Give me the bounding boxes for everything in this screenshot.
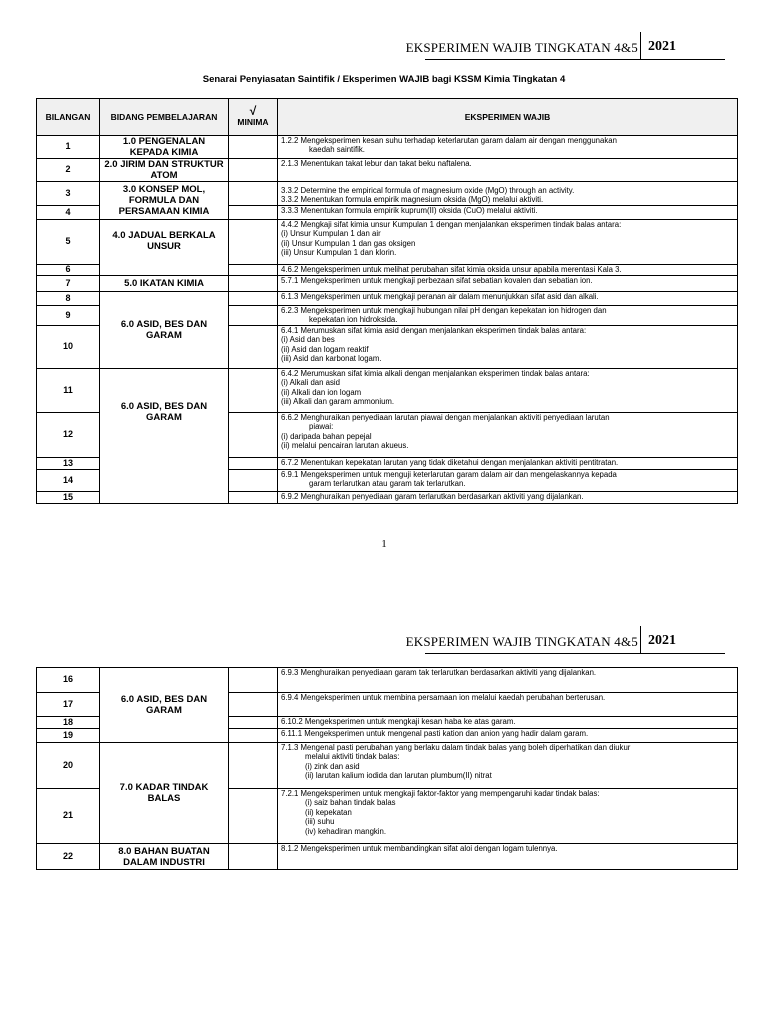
minima-cell	[229, 457, 278, 469]
experiment-cell: 7.1.3 Mengenal pasti perubahan yang berlaku dalam tindak balas yang boleh diperhatikan dan diukur melalui aktiviti tindak balas: (i) zink dan asid (ii) larutan kalium iodida dan larutan plumbum(II) nitrat	[278, 743, 738, 789]
area-cell: 3.0 KONSEP MOL, FORMULA DAN PERSAMAAN KIMIA	[100, 182, 229, 220]
row-number: 1	[37, 136, 100, 159]
row-number: 12	[37, 412, 100, 457]
row-number: 22	[37, 844, 100, 870]
header-year: 2021	[648, 633, 676, 648]
experiment-cell: 8.1.2 Mengeksperimen untuk membandingkan sifat aloi dengan logam tulennya.	[278, 844, 738, 870]
minima-cell	[229, 469, 278, 491]
row-number: 4	[37, 205, 100, 219]
col-bilangan: BILANGAN	[37, 99, 100, 136]
area-cell: 7.0 KADAR TINDAK BALAS	[100, 743, 229, 844]
experiment-cell: 2.1.3 Menentukan takat lebur dan takat beku naftalena.	[278, 159, 738, 182]
experiment-cell: 6.9.2 Menghuraikan penyediaan garam terlarutkan berdasarkan aktiviti yang dijalankan.	[278, 491, 738, 503]
experiment-table-1	[36, 98, 738, 504]
check-mark: √	[249, 104, 257, 118]
row-number: 6	[37, 264, 100, 275]
row-number: 18	[37, 717, 100, 729]
experiment-cell: 6.9.4 Mengeksperimen untuk membina persamaan ion melalui kaedah perubahan berterusan.	[278, 693, 738, 717]
page-header-2	[0, 626, 768, 654]
document-title: Senarai Penyiasatan Saintifik / Eksperimen WAJIB bagi KSSM Kimia Tingkatan 4	[202, 74, 566, 85]
area-cell: 1.0 PENGENALAN KEPADA KIMIA	[100, 136, 229, 159]
header-rule	[425, 653, 725, 654]
row-number: 14	[37, 469, 100, 491]
table-row	[37, 291, 738, 305]
minima-cell	[229, 305, 278, 325]
area-cell: 6.0 ASID, BES DAN GARAM	[100, 368, 229, 503]
row-number: 21	[37, 789, 100, 844]
area-cell: 6.0 ASID, BES DAN GARAM	[100, 668, 229, 743]
minima-cell	[229, 325, 278, 368]
col-minima	[229, 99, 278, 136]
minima-cell	[229, 717, 278, 729]
row-number: 19	[37, 729, 100, 743]
minima-cell	[229, 205, 278, 219]
page-header	[0, 32, 768, 60]
table-row	[37, 275, 738, 291]
minima-cell	[229, 136, 278, 159]
table-row	[37, 368, 738, 412]
row-number: 10	[37, 325, 100, 368]
table-row	[37, 159, 738, 182]
area-cell: 6.0 ASID, BES DAN GARAM	[100, 291, 229, 368]
row-number: 8	[37, 291, 100, 305]
area-cell: 5.0 IKATAN KIMIA	[100, 275, 229, 291]
header-divider	[640, 32, 641, 60]
area-cell: 2.0 JIRIM DAN STRUKTUR ATOM	[100, 159, 229, 182]
table-row	[37, 743, 738, 789]
table-row	[37, 219, 738, 264]
minima-cell	[229, 668, 278, 693]
experiment-cell: 6.6.2 Menghuraikan penyediaan larutan piawai dengan menjalankan aktiviti penyediaan larutan piawai: (i) daripada bahan pepejal (ii) melalui pencairan larutan akueus.	[278, 412, 738, 457]
experiment-cell: 5.7.1 Mengeksperimen untuk mengkaji perbezaan sifat sebatian kovalen dan sebatian ion.	[278, 275, 738, 291]
minima-cell	[229, 182, 278, 206]
table-row	[37, 668, 738, 693]
experiment-cell: 3.3.2 Determine the empirical formula of magnesium oxide (MgO) through an activity. 3.3.2 Menentukan formula empirik magnesium oksida (MgO) melalui aktiviti.	[278, 182, 738, 206]
minima-cell	[229, 844, 278, 870]
experiment-cell: 6.9.3 Menghuraikan penyediaan garam tak terlarutkan berdasarkan aktiviti yang dijalankan.	[278, 668, 738, 693]
col-eksperimen: EKSPERIMEN WAJIB	[278, 99, 738, 136]
table-header-row	[37, 99, 738, 136]
row-number: 15	[37, 491, 100, 503]
table-row	[37, 844, 738, 870]
row-number: 7	[37, 275, 100, 291]
page-number: 1	[381, 538, 387, 550]
row-number: 11	[37, 368, 100, 412]
header-year: 2021	[648, 39, 676, 54]
minima-cell	[229, 219, 278, 264]
minima-cell	[229, 264, 278, 275]
row-number: 20	[37, 743, 100, 789]
experiment-cell: 1.2.2 Mengeksperimen kesan suhu terhadap keterlarutan garam dalam air dengan menggunakan kaedah saintifik.	[278, 136, 738, 159]
experiment-cell: 6.1.3 Mengeksperimen untuk mengkaji peranan air dalam menunjukkan sifat asid dan alkali.	[278, 291, 738, 305]
row-number: 13	[37, 457, 100, 469]
minima-cell	[229, 291, 278, 305]
area-cell: 8.0 BAHAN BUATAN DALAM INDUSTRI	[100, 844, 229, 870]
header-title: EKSPERIMEN WAJIB TINGKATAN 4&5	[405, 40, 638, 55]
minima-cell	[229, 368, 278, 412]
area-cell: 4.0 JADUAL BERKALA UNSUR	[100, 219, 229, 275]
header-title: EKSPERIMEN WAJIB TINGKATAN 4&5	[405, 634, 638, 649]
header-rule	[425, 59, 725, 60]
minima-cell	[229, 275, 278, 291]
row-number: 5	[37, 219, 100, 264]
minima-cell	[229, 743, 278, 789]
experiment-cell: 4.4.2 Mengkaji sifat kimia unsur Kumpulan 1 dengan menjalankan eksperimen tindak balas antara: (i) Unsur Kumpulan 1 dan air (ii) Unsur Kumpulan 1 dan gas oksigen (iii) Unsur Kumpulan 1 dan klorin.	[278, 219, 738, 264]
header-divider	[640, 626, 641, 654]
minima-cell	[229, 729, 278, 743]
row-number: 2	[37, 159, 100, 182]
row-number: 3	[37, 182, 100, 206]
table-row	[37, 136, 738, 159]
row-number: 17	[37, 693, 100, 717]
experiment-cell: 6.4.1 Merumuskan sifat kimia asid dengan menjalankan eksperimen tindak balas antara: (i) Asid dan bes (ii) Asid dan logam reaktif (iii) Asid dan karbonat logam.	[278, 325, 738, 368]
experiment-cell: 7.2.1 Mengeksperimen untuk mengkaji faktor-faktor yang mempengaruhi kadar tindak balas: (i) saiz bahan tindak balas (ii) kepekatan (iii) suhu (iv) kehadiran mangkin.	[278, 789, 738, 844]
row-number: 16	[37, 668, 100, 693]
experiment-cell: 6.4.2 Merumuskan sifat kimia alkali dengan menjalankan eksperimen tindak balas antara: (i) Alkali dan asid (ii) Alkali dan ion logam (iii) Alkali dan garam ammonium.	[278, 368, 738, 412]
experiment-cell: 4.6.2 Mengeksperimen untuk melihat perubahan sifat kimia oksida unsur apabila merentasi Kala 3.	[278, 264, 738, 275]
minima-cell	[229, 789, 278, 844]
experiment-cell: 3.3.3 Menentukan formula empirik kuprum(II) oksida (CuO) melalui aktiviti.	[278, 205, 738, 219]
row-number: 9	[37, 305, 100, 325]
minima-cell	[229, 693, 278, 717]
experiment-cell: 6.2.3 Mengeksperimen untuk mengkaji hubungan nilai pH dengan kepekatan ion hidrogen dan kepekatan ion hidroksida.	[278, 305, 738, 325]
experiment-cell: 6.11.1 Mengeksperimen untuk mengenal pasti kation dan anion yang hadir dalam garam.	[278, 729, 738, 743]
col-minima-label: MINIMA	[237, 117, 269, 127]
minima-cell	[229, 491, 278, 503]
col-bidang: BIDANG PEMBELAJARAN	[100, 99, 229, 136]
table-row	[37, 182, 738, 206]
minima-cell	[229, 412, 278, 457]
minima-cell	[229, 159, 278, 182]
experiment-cell: 6.9.1 Mengeksperimen untuk menguji keterlarutan garam dalam air dan mengelaskannya kepada garam terlarutkan atau garam tak terlarutkan.	[278, 469, 738, 491]
experiment-cell: 6.7.2 Menentukan kepekatan larutan yang tidak diketahui dengan menjalankan aktiviti pentitratan.	[278, 457, 738, 469]
experiment-table-2	[36, 667, 738, 870]
experiment-cell: 6.10.2 Mengeksperimen untuk mengkaji kesan haba ke atas garam.	[278, 717, 738, 729]
